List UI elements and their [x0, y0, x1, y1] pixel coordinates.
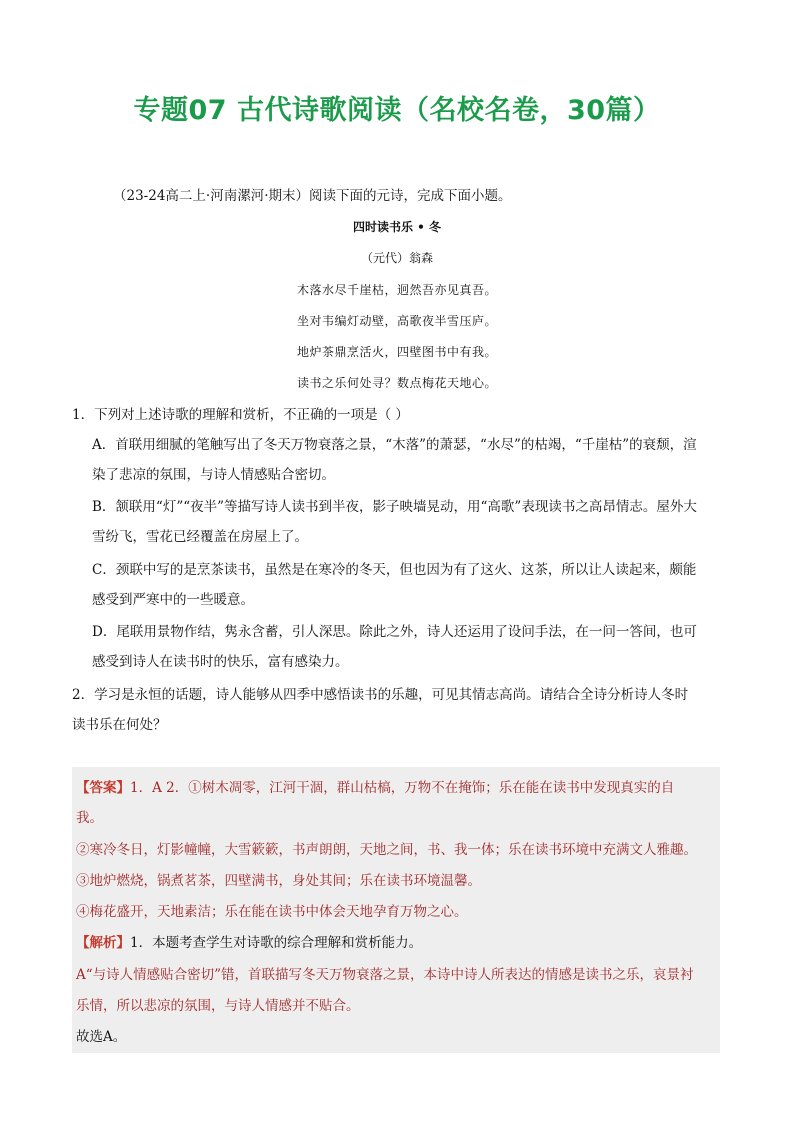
analysis-tag: 【解析】 [76, 935, 130, 951]
option-a-line-1: A．首联用细腻的笔触写出了冬天万物衰落之景，“木落”的萧瑟，“水尽”的枯竭，“千崖枯”的衰颓，渲 [92, 437, 697, 453]
question-1-stem: 1．下列对上述诗歌的理解和赏析，不正确的一项是（ ） [72, 407, 409, 423]
option-b-line-2: 雪纷飞，雪花已经覆盖在房屋上了。 [92, 529, 308, 545]
analysis-line: 故选A。 [76, 1029, 127, 1045]
question-2-line-2: 读书乐在何处？ [72, 717, 167, 733]
answer-line: ②寒冷冬日，灯影幢幢，大雪簌簌，书声朗朗，天地之间，书、我一体；乐在读书环境中充满文人雅趣。 [76, 842, 697, 858]
question-2-line-1: 2．学习是永恒的话题，诗人能够从四季中感悟读书的乐趣，可见其情志高尚。请结合全诗分析诗人冬时 [72, 687, 689, 703]
option-a [92, 430, 722, 490]
option-a-line-2: 染了悲凉的氛围，与诗人情感贴合密切。 [92, 467, 335, 483]
option-d [92, 617, 722, 677]
answer-tag: 【答案】 [76, 780, 130, 796]
poem-line: 读书之乐何处寻？数点梅花天地心。 [296, 376, 497, 390]
question-2-stem [72, 680, 727, 740]
answer-line [76, 773, 718, 803]
analysis-line [76, 928, 718, 958]
page-title: 专题07 古代诗歌阅读（名校名卷，30篇） [133, 95, 661, 126]
option-d-line-1: D．尾联用景物作结，隽永含蓄，引人深思。除此之外，诗人还运用了设问手法，在一问一答间，也可 [92, 624, 697, 640]
answer-line: ④梅花盛开，天地素洁；乐在能在读书中体会天地孕育万物之心。 [76, 904, 468, 920]
option-b-line-1: B．颔联用“灯”“夜半”等描写诗人读书到半夜，影子映墙晃动，用“高歌”表现读书之高昂情志。屋外大 [92, 499, 697, 515]
answer-line: 我。 [76, 810, 103, 826]
question-source: （23-24高二上·河南漯河·期末）阅读下面的元诗，完成下面小题。 [113, 188, 512, 204]
poem-title: 四时读书乐 • 冬 [352, 220, 442, 234]
poem-line: 地炉茶鼎烹活火，四壁图书中有我。 [296, 345, 497, 359]
answer-text: 1．A 2．①树木凋零，江河干涸，群山枯槁，万物不在掩饰；乐在能在读书中发现真实的自 [130, 780, 675, 796]
analysis-text: 1．本题考查学生对诗歌的综合理解和赏析能力。 [130, 935, 423, 951]
analysis-line: A“与诗人情感贴合密切”错，首联描写冬天万物衰落之景，本诗中诗人所表达的情感是读书之乐，哀景衬 [76, 967, 694, 983]
option-b [92, 492, 722, 552]
poem-line: 坐对韦编灯动壁，高歌夜半雪压庐。 [296, 314, 497, 328]
option-c-line-1: C．颈联中写的是烹茶读书，虽然是在寒冷的冬天，但也因为有了这火、这茶，所以让人读起来，颇能 [92, 562, 697, 578]
poem-author: （元代）翁森 [360, 251, 433, 265]
option-d-line-2: 感受到诗人在读书时的快乐，富有感染力。 [92, 654, 349, 670]
option-c [92, 555, 722, 615]
analysis-line: 乐情，所以悲凉的氛围，与诗人情感并不贴合。 [76, 998, 360, 1014]
answer-line: ③地炉燃烧，锅煮茗茶，四壁满书，身处其间；乐在读书环境温馨。 [76, 873, 481, 889]
poem-line: 木落水尽千崖枯，迥然吾亦见真吾。 [296, 283, 497, 297]
option-c-line-2: 感受到严寒中的一些暖意。 [92, 592, 254, 608]
